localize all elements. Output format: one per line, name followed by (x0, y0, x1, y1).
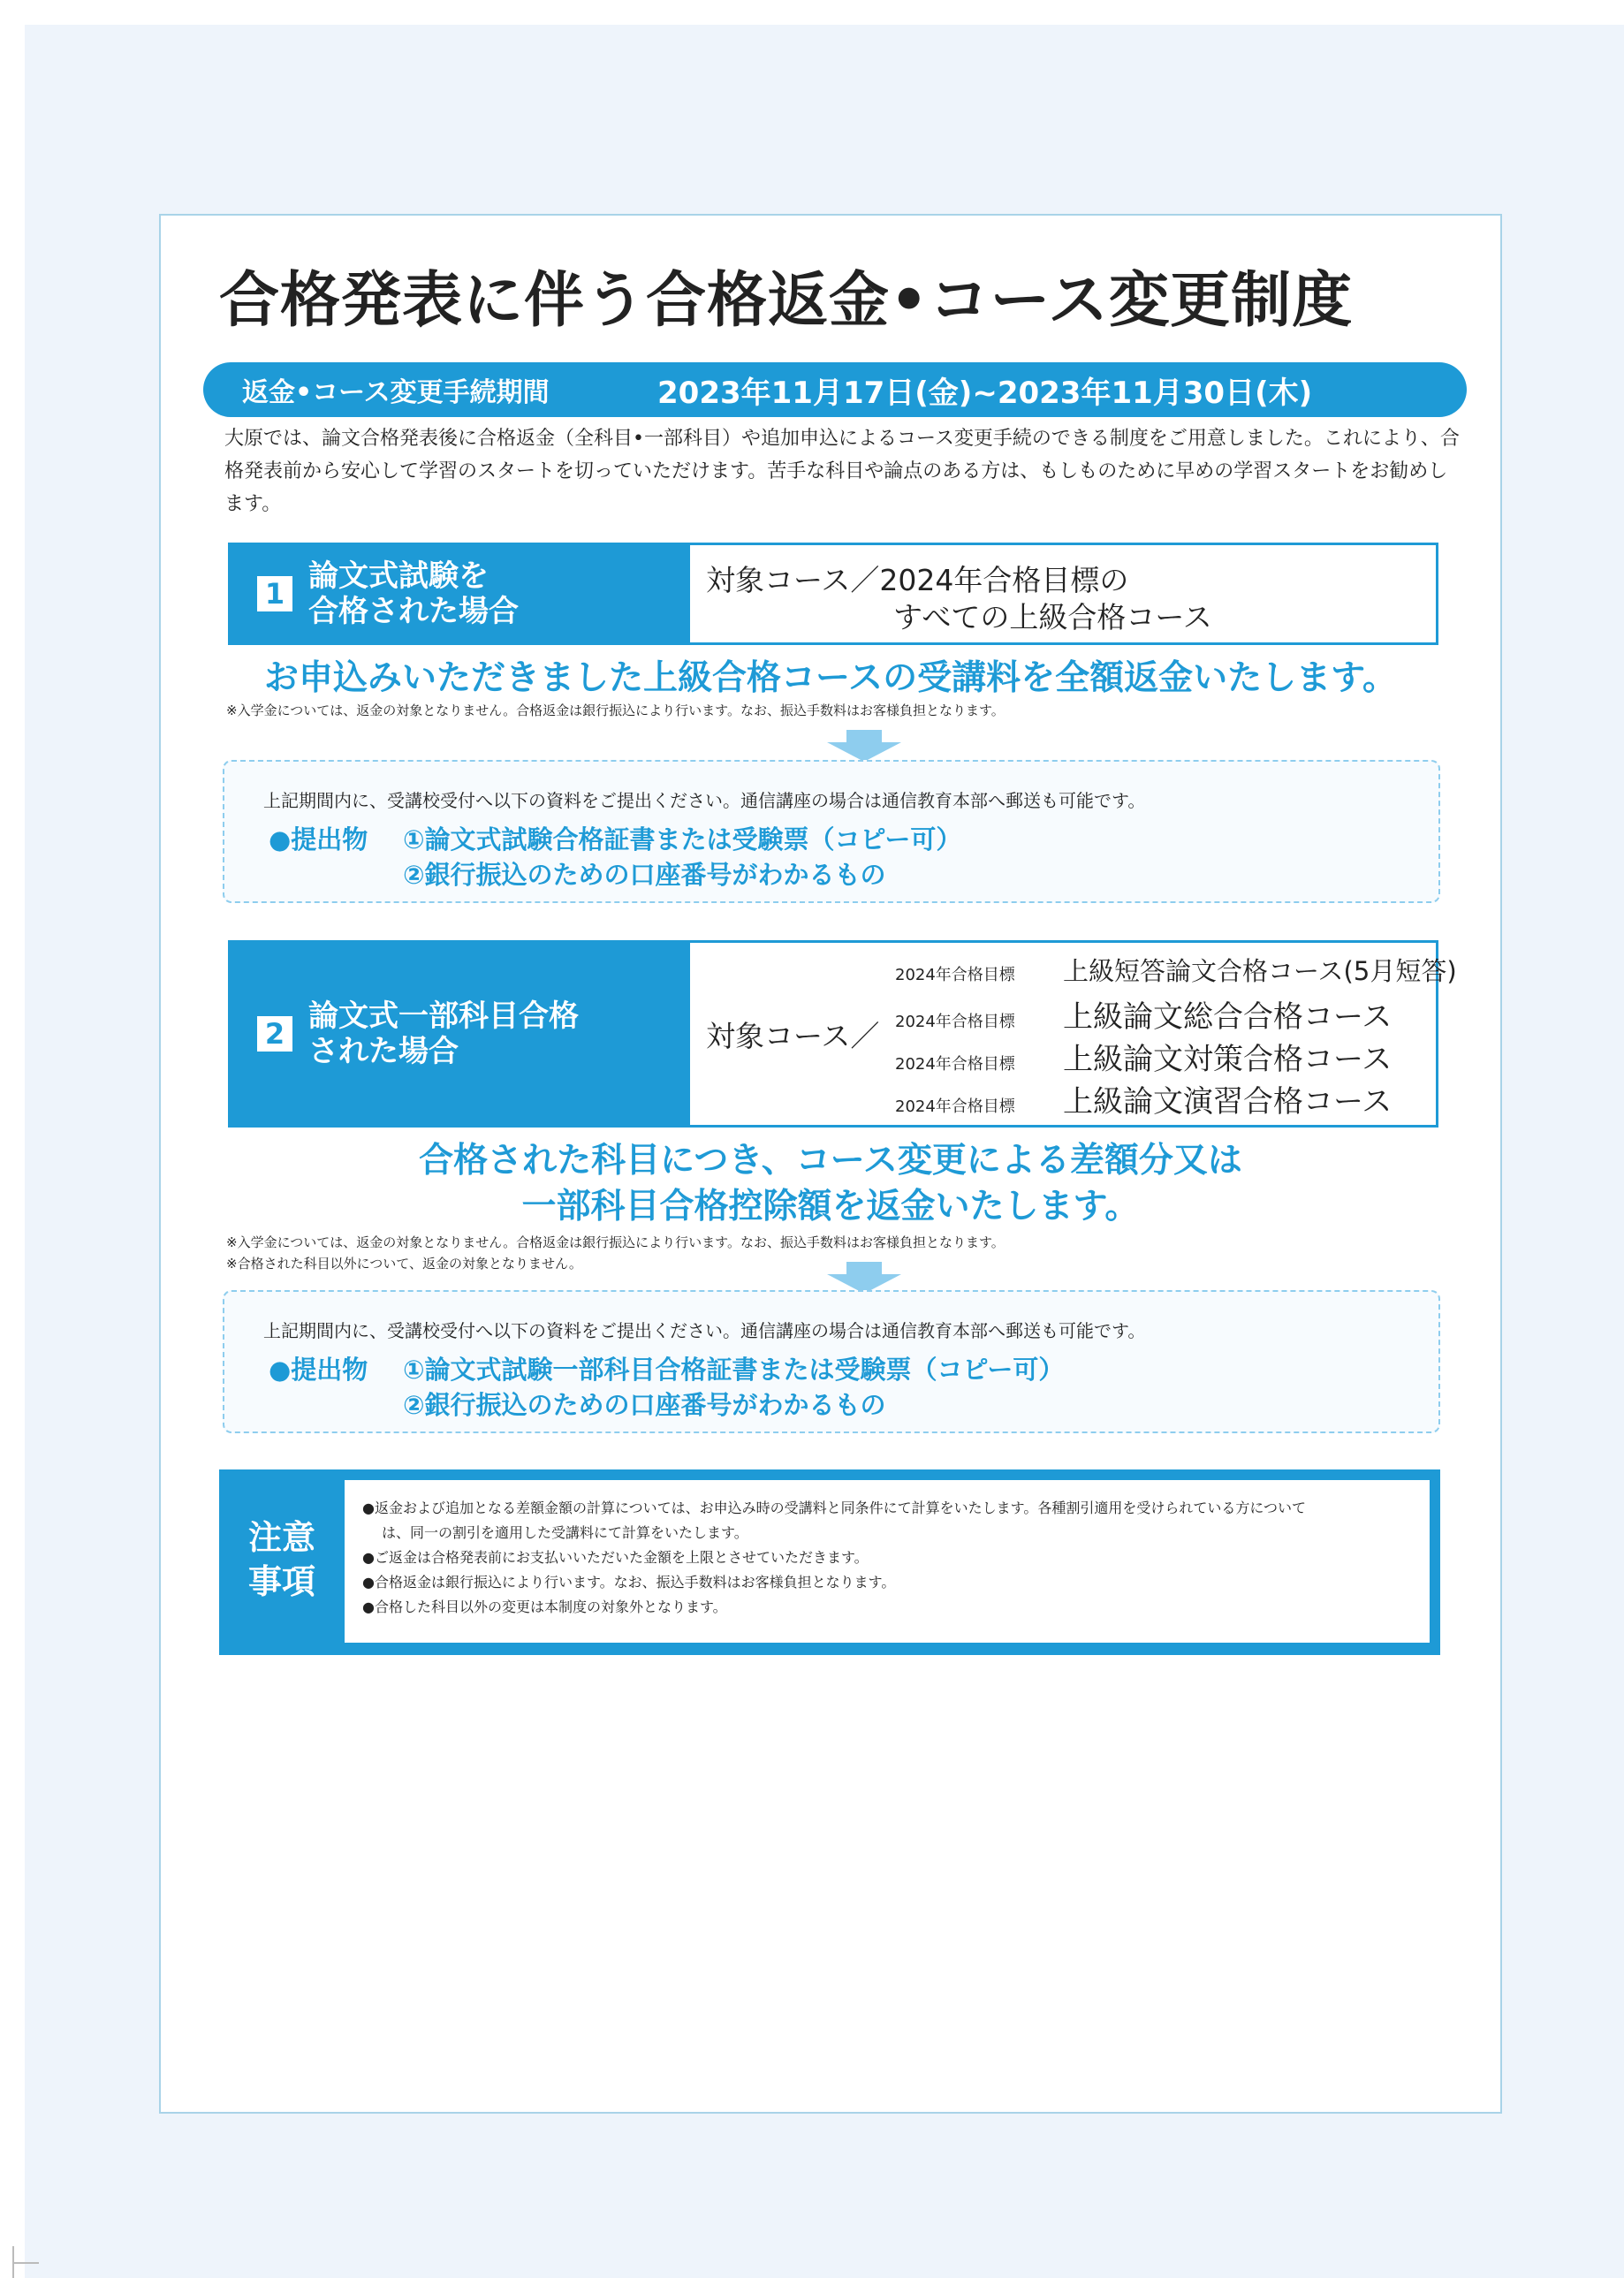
case2-headline-line2: 一部科目合格控除額を返金いたします。 (521, 1187, 1140, 1226)
caution-title-line1: 注意 (247, 1518, 315, 1557)
case2-headline-line1: 合格された科目につき、コース変更による差額分又は (419, 1141, 1242, 1181)
case1-number: 1 (257, 576, 292, 611)
case1-target-line2: すべての上級合格コース (893, 600, 1212, 634)
case2-note1: ※入学金については、返金の対象となりません。合格返金は銀行振込により行います。なお、振込手数料はお客様負担となります。 (226, 1234, 1005, 1250)
caution-title-line2: 事項 (247, 1562, 315, 1601)
case1-box (228, 543, 1438, 645)
course-row (895, 952, 1457, 988)
case2-label: 論文式一部科目合格 された場合 (308, 999, 579, 1069)
course-year: 2024年合格目標 (895, 1013, 1015, 1031)
intro-text: 大原では、論文合格発表後に合格返金（全科目•一部科目）や追加申込によるコース変更手続のできる制度をご用意しました。これにより、合格発表前から安心して学習のスタートを切っていただけます。苦手な科目や論点のある方は、もしものために早めの学習スタートをお勧めします。 (224, 428, 1460, 515)
case1-submit-item2: ②銀行振込のための口座番号がわかるもの (403, 860, 886, 890)
case1-submit-desc: 上記期間内に、受講校受付へ以下の資料をご提出ください。通信講座の場合は通信教育本部へ郵送も可能です。 (263, 790, 1146, 811)
case1-submit-label: ●提出物 (269, 824, 368, 854)
case2-target (690, 943, 1457, 1125)
case2-note2: ※合格された科目以外について、返金の対象となりません。 (226, 1256, 582, 1272)
case2-submit-label: ●提出物 (269, 1355, 368, 1385)
case1-header (231, 545, 690, 642)
course-name: 上級論文演習合格コース (1063, 1084, 1393, 1120)
caution-item: は、同一の割引を適用した受講料にて計算をいたします。 (382, 1524, 748, 1541)
case1-submission (223, 760, 1440, 903)
case1-note: ※入学金については、返金の対象となりません。合格返金は銀行振込により行います。なお、振込手数料はお客様負担となります。 (226, 702, 1005, 718)
period-label: 返金•コース変更手続期間 (242, 377, 550, 408)
course-name: 上級短答論文合格コース(5月短答) (1063, 956, 1457, 986)
caution-item: ●返金および追加となる差額金額の計算については、お申込み時の受講料と同条件にて計算をいたします。各種割引適用を受けられている方について (362, 1500, 1307, 1516)
caution-section (219, 1469, 1440, 1655)
case2-submission (223, 1290, 1440, 1433)
course-row (895, 1035, 1392, 1078)
course-year: 2024年合格目標 (895, 1097, 1015, 1116)
down-arrow-icon (846, 730, 882, 742)
page-title: 合格発表に伴う合格返金•コース変更制度 (219, 266, 1354, 336)
case2-submit-item2: ②銀行振込のための口座番号がわかるもの (403, 1390, 886, 1420)
period-banner (203, 362, 1467, 417)
case1-target (690, 545, 1436, 642)
case2-header (231, 943, 690, 1125)
case2-submit-desc: 上記期間内に、受講校受付へ以下の資料をご提出ください。通信講座の場合は通信教育本部へ郵送も可能です。 (263, 1320, 1146, 1341)
case2-target-label: 対象コース／ (706, 1019, 880, 1053)
course-year: 2024年合格目標 (895, 966, 1015, 984)
course-row (895, 992, 1392, 1036)
course-year: 2024年合格目標 (895, 1055, 1015, 1074)
caution-item: ●合格した科目以外の変更は本制度の対象外となります。 (362, 1598, 727, 1615)
case2-submit-item1: ①論文式試験一部科目合格証書または受験票（コピー可） (403, 1355, 1065, 1385)
course-name: 上級論文対策合格コース (1063, 1042, 1393, 1077)
crop-mark (12, 2262, 39, 2264)
case2-box (228, 940, 1457, 1128)
caution-item: ●ご返金は合格発表前にお支払いいただいた金額を上限とさせていただきます。 (362, 1549, 869, 1566)
caution-item: ●合格返金は銀行振込により行います。なお、振込手数料はお客様負担となります。 (362, 1574, 896, 1591)
case1-headline: お申込みいただきました上級合格コースの受講料を全額返金いたします。 (264, 658, 1397, 698)
course-name: 上級論文総合合格コース (1063, 999, 1393, 1035)
down-arrow-icon (846, 1262, 882, 1274)
caution-list (345, 1480, 1430, 1643)
case2-number: 2 (257, 1016, 292, 1052)
course-row (895, 1077, 1392, 1120)
case1-label: 論文式試験を 合格された場合 (308, 558, 519, 629)
period-dates: 2023年11月17日(金)~2023年11月30日(木) (657, 375, 1313, 411)
case1-target-line1: 対象コース／2024年合格目標の (706, 563, 1129, 597)
down-arrow-icon (827, 742, 901, 762)
case1-submit-item1: ①論文式試験合格証書または受験票（コピー可） (403, 824, 962, 854)
caution-title (242, 1515, 322, 1604)
